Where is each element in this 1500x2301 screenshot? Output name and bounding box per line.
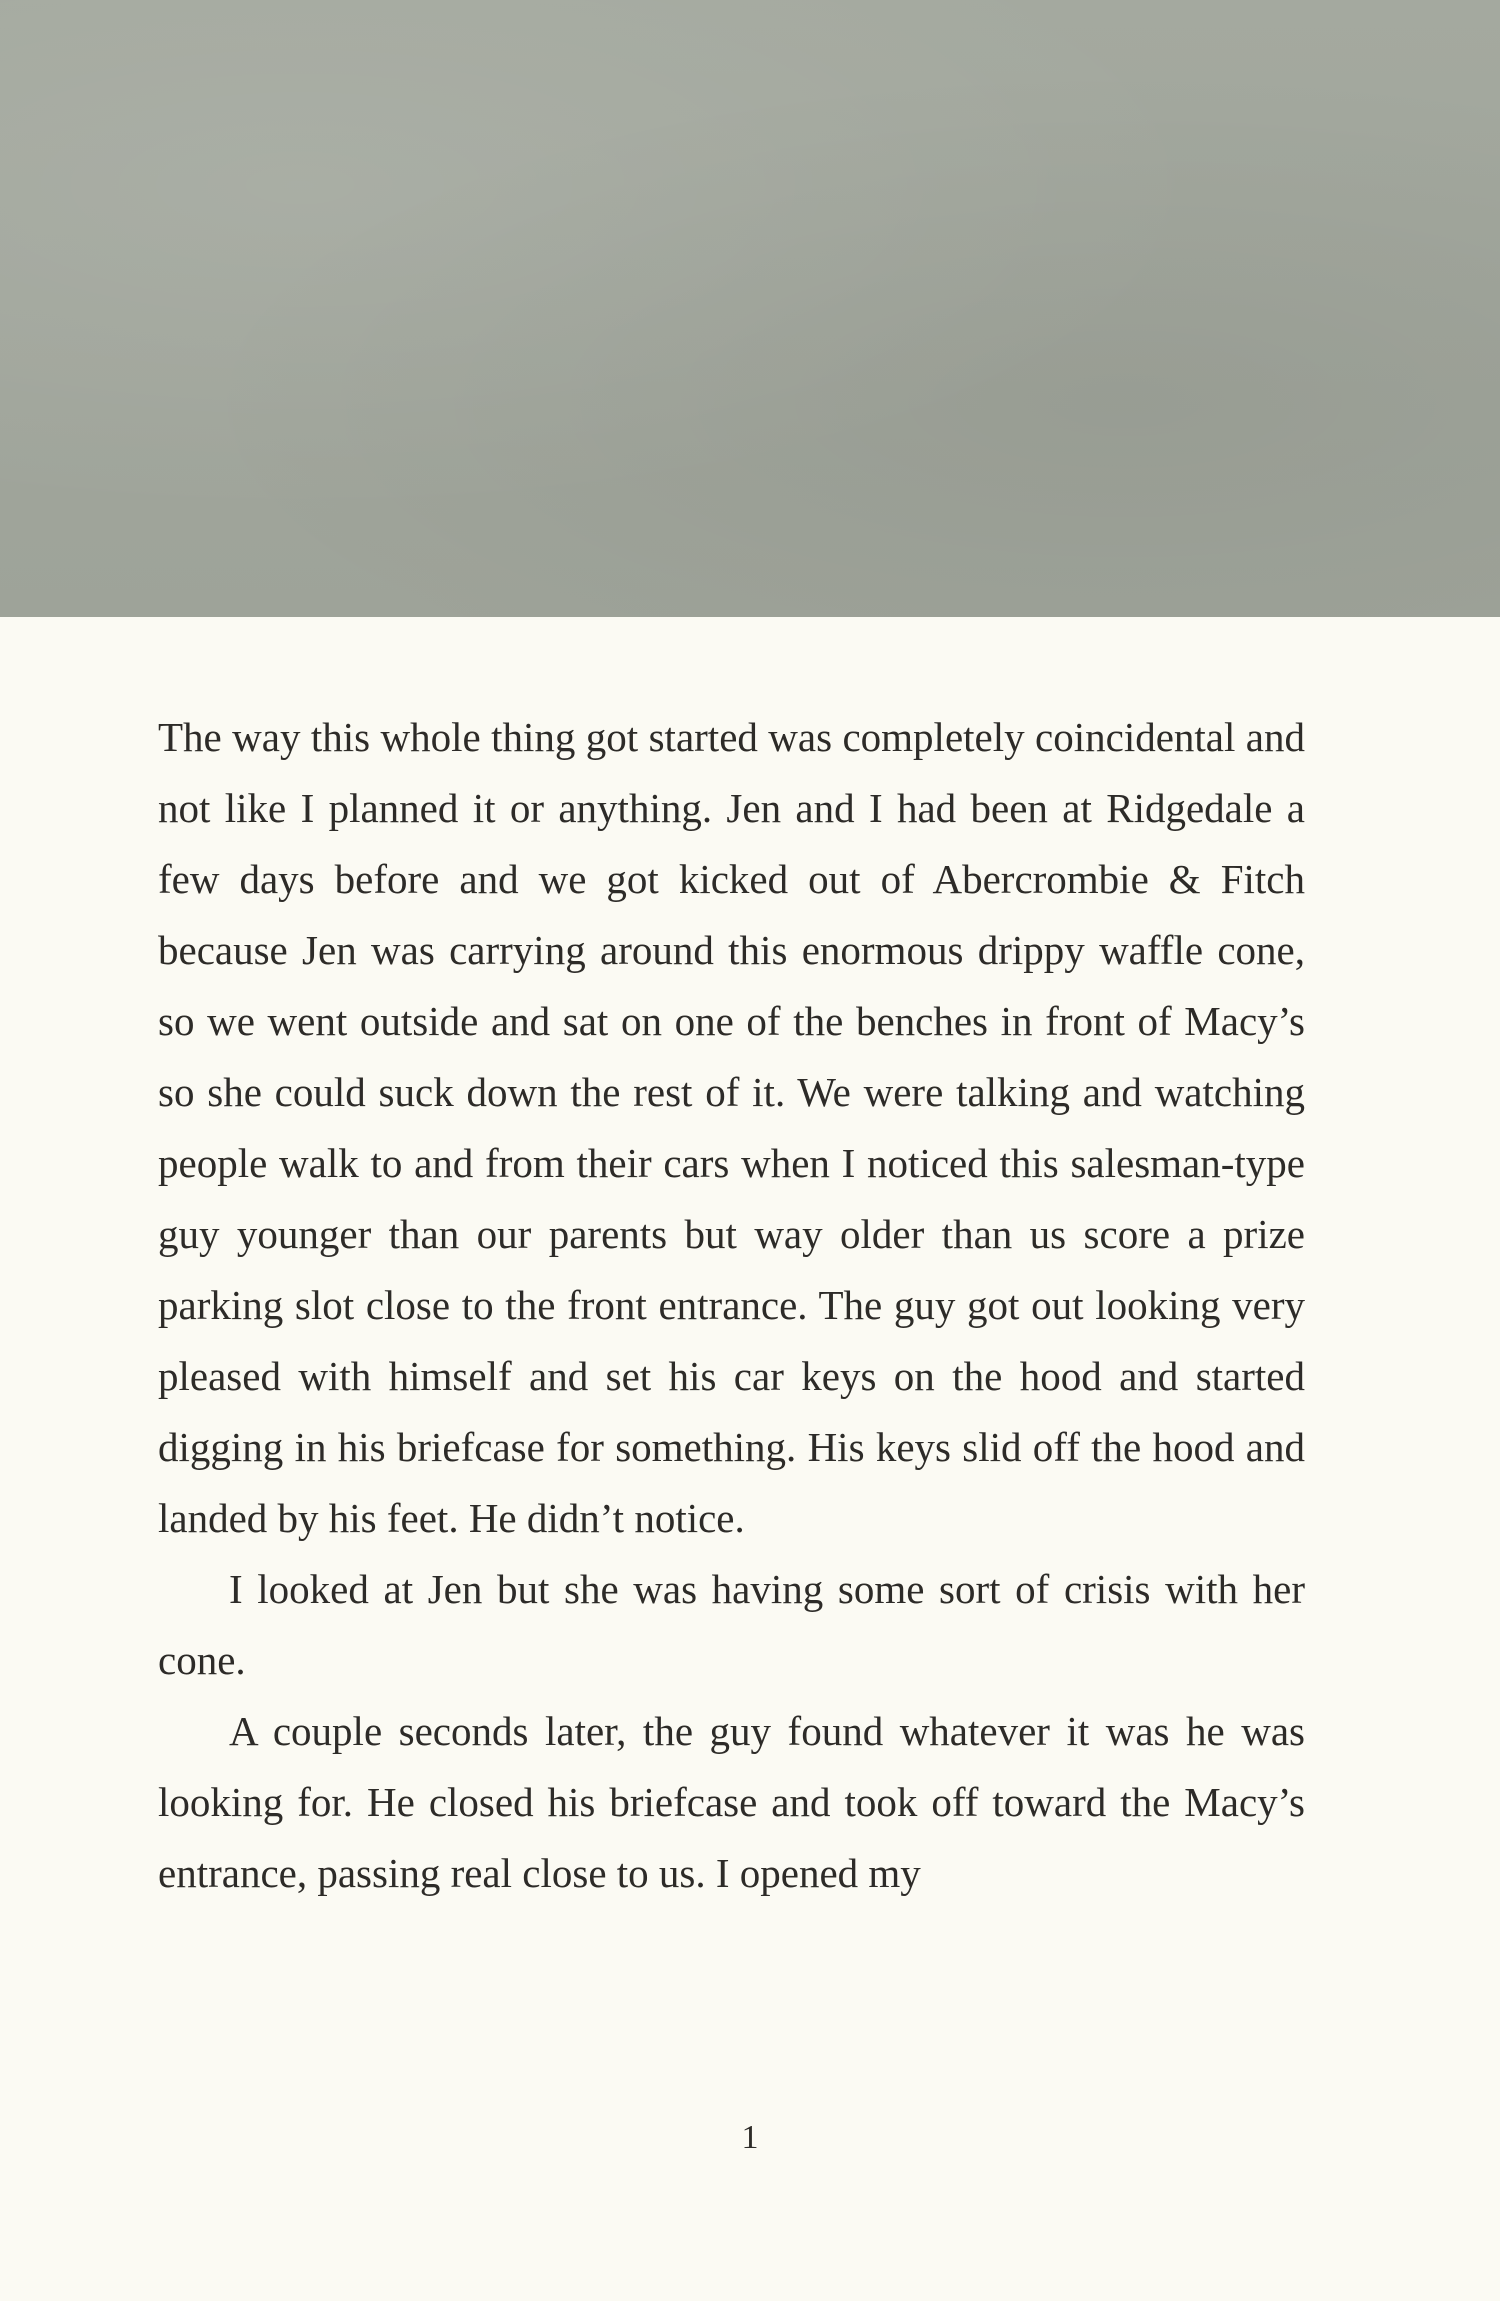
- paragraph-1: The way this whole thing got started was completely coincidental and not like I planned it or anything. Jen and I had been at Ridgedale a few days before and we got kicked out of Abercrombie & Fitch because Jen was carrying around this enormous drippy waffle cone, so we went outside and sat on one of the benches in front of Macy’s so she could suck down the rest of it. We were talking and watching people walk to and from their cars when I noticed this salesman-type guy younger than our parents but way older than us score a prize parking slot close to the front entrance. The guy got out looking very pleased with himself and set his car keys on the hood and started digging in his briefcase for something. His keys slid off the hood and landed by his feet. He didn’t notice.: [158, 714, 1305, 1541]
- paragraph-2: I looked at Jen but she was having some sort of crisis with her cone.: [158, 1566, 1305, 1683]
- paragraph-3: A couple seconds later, the guy found whatever it was he was looking for. He closed his briefcase and took off toward the Macy’s entrance, passing real close to us. I opened my: [158, 1708, 1305, 1896]
- page-number: 1: [741, 2119, 759, 2156]
- body-text: [158, 702, 1305, 1909]
- chapter-header-band: [0, 0, 1500, 617]
